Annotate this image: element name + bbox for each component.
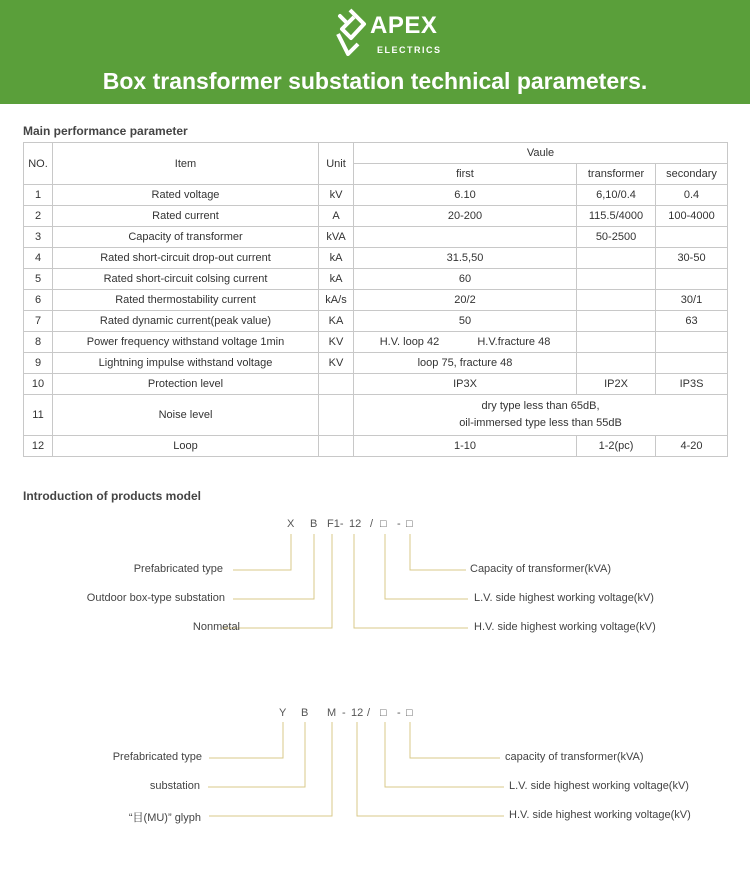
table-header-row — [24, 143, 728, 164]
cell-item: Rated current — [53, 206, 319, 227]
cell-unit: kA — [319, 269, 354, 290]
table-row — [24, 227, 728, 248]
model2-label-mu-glyph: “目(MU)” glyph — [128, 812, 201, 824]
performance-section-title: Main performance parameter — [23, 124, 188, 138]
model1-code-x: X — [287, 518, 295, 530]
model2-code-y: Y — [279, 707, 287, 719]
cell-no: 10 — [24, 374, 53, 395]
header-item: Item — [53, 143, 319, 185]
cell-first-loop: H.V. loop 42 — [379, 336, 440, 348]
cell-transformer — [577, 332, 656, 353]
model1-label-prefabricated: Prefabricated type — [133, 563, 223, 575]
cell-no: 9 — [24, 353, 53, 374]
cell-secondary: 0.4 — [656, 185, 728, 206]
cell-no: 1 — [24, 185, 53, 206]
model1-code-12: 12 — [349, 518, 362, 530]
cell-item: Rated voltage — [53, 185, 319, 206]
cell-item: Rated thermostability current — [53, 290, 319, 311]
header-first: first — [354, 164, 577, 185]
cell-first: 60 — [354, 269, 577, 290]
cell-no: 7 — [24, 311, 53, 332]
cell-item: Rated short-circuit drop-out current — [53, 248, 319, 269]
table-row — [24, 332, 728, 353]
apex-logo-icon — [334, 8, 368, 56]
model2-code-box2: □ — [406, 707, 413, 719]
cell-unit: kA/s — [319, 290, 354, 311]
cell-item: Protection level — [53, 374, 319, 395]
cell-secondary: 4-20 — [656, 436, 728, 457]
cell-transformer: 1-2(pc) — [577, 436, 656, 457]
model2-label-capacity: capacity of transformer(kVA) — [505, 751, 644, 763]
page-title: Box transformer substation technical parameters. — [102, 68, 648, 94]
cell-secondary: 30-50 — [656, 248, 728, 269]
cell-first: 50 — [354, 311, 577, 332]
model2-diagram — [0, 698, 750, 830]
cell-no: 3 — [24, 227, 53, 248]
cell-no: 2 — [24, 206, 53, 227]
cell-item: Rated dynamic current(peak value) — [53, 311, 319, 332]
cell-item: Loop — [53, 436, 319, 457]
table-row — [24, 395, 728, 436]
cell-transformer: 115.5/4000 — [577, 206, 656, 227]
header-banner — [0, 0, 750, 104]
cell-no: 8 — [24, 332, 53, 353]
performance-table — [23, 142, 728, 457]
cell-transformer — [577, 353, 656, 374]
cell-item: Capacity of transformer — [53, 227, 319, 248]
cell-secondary — [656, 332, 728, 353]
cell-item: Noise level — [53, 395, 319, 436]
cell-no: 11 — [24, 395, 53, 436]
cell-unit: KA — [319, 311, 354, 332]
cell-first: 1-10 — [354, 436, 577, 457]
brand-name: APEX — [370, 12, 438, 39]
cell-unit: A — [319, 206, 354, 227]
model2-label-prefabricated: Prefabricated type — [112, 751, 202, 763]
cell-first — [354, 332, 577, 353]
model1-diagram — [0, 510, 750, 640]
table-row — [24, 206, 728, 227]
model1-label-outdoor: Outdoor box-type substation — [86, 592, 225, 604]
model2-code-dash1: - — [342, 707, 346, 719]
model1-code-f1: F1- — [327, 518, 344, 530]
cell-no: 6 — [24, 290, 53, 311]
cell-first-fracture: H.V.fracture 48 — [477, 336, 551, 348]
model2-code-m: M — [327, 707, 337, 719]
brand-logo[interactable] — [334, 8, 444, 62]
cell-secondary: 63 — [656, 311, 728, 332]
cell-unit: kV — [319, 185, 354, 206]
noise-oil-type: oil-immersed type less than 55dB — [459, 417, 622, 429]
table-row — [24, 436, 728, 457]
cell-transformer: IP2X — [577, 374, 656, 395]
model2-label-hv: H.V. side highest working voltage(kV) — [509, 809, 691, 821]
model1-code-b: B — [310, 518, 318, 530]
model1-code-dash: - — [397, 518, 401, 530]
cell-first: 20-200 — [354, 206, 577, 227]
model1-code-slash: / — [370, 518, 374, 530]
cell-first: 6.10 — [354, 185, 577, 206]
table-row — [24, 353, 728, 374]
table-row — [24, 374, 728, 395]
model1-label-lv: L.V. side highest working voltage(kV) — [474, 592, 654, 604]
model2-code-dash2: - — [397, 707, 401, 719]
model2-label-lv: L.V. side highest working voltage(kV) — [509, 780, 689, 792]
table-row — [24, 269, 728, 290]
model1-code-box2: □ — [406, 518, 413, 530]
cell-secondary: 100-4000 — [656, 206, 728, 227]
cell-item: Power frequency withstand voltage 1min — [53, 332, 319, 353]
cell-transformer — [577, 248, 656, 269]
cell-first: 31.5,50 — [354, 248, 577, 269]
header-secondary: secondary — [656, 164, 728, 185]
cell-first — [354, 227, 577, 248]
cell-unit: kA — [319, 248, 354, 269]
cell-transformer: 50-2500 — [577, 227, 656, 248]
cell-secondary — [656, 269, 728, 290]
table-row — [24, 185, 728, 206]
models-section-title: Introduction of products model — [23, 489, 201, 503]
cell-first: loop 75, fracture 48 — [354, 353, 577, 374]
header-unit: Unit — [319, 143, 354, 185]
cell-first: IP3X — [354, 374, 577, 395]
model1-label-nonmetal: Nonmetal — [192, 621, 240, 633]
header-no: NO. — [24, 143, 53, 185]
header-vaule: Vaule — [354, 143, 728, 164]
cell-unit — [319, 374, 354, 395]
table-row — [24, 248, 728, 269]
cell-unit — [319, 395, 354, 436]
cell-unit: KV — [319, 353, 354, 374]
cell-transformer: 6,10/0.4 — [577, 185, 656, 206]
cell-item: Lightning impulse withstand voltage — [53, 353, 319, 374]
cell-secondary — [656, 353, 728, 374]
model2-label-substation: substation — [149, 780, 200, 792]
cell-transformer — [577, 290, 656, 311]
model1-code-box1: □ — [380, 518, 387, 530]
cell-transformer — [577, 311, 656, 332]
cell-merged-noise — [354, 395, 728, 436]
model2-code-12: 12 — [351, 707, 364, 719]
header-transformer: transformer — [577, 164, 656, 185]
cell-secondary: IP3S — [656, 374, 728, 395]
cell-transformer — [577, 269, 656, 290]
cell-unit — [319, 436, 354, 457]
noise-dry-type: dry type less than 65dB, — [481, 400, 600, 412]
table-row — [24, 311, 728, 332]
brand-subtitle: ELECTRICS — [377, 45, 442, 55]
model2-code-b: B — [301, 707, 309, 719]
cell-secondary: 30/1 — [656, 290, 728, 311]
cell-item: Rated short-circuit colsing current — [53, 269, 319, 290]
cell-no: 12 — [24, 436, 53, 457]
cell-unit: kVA — [319, 227, 354, 248]
cell-secondary — [656, 227, 728, 248]
model1-label-capacity: Capacity of transformer(kVA) — [470, 563, 612, 575]
model2-code-slash: / — [367, 707, 371, 719]
cell-first: 20/2 — [354, 290, 577, 311]
cell-no: 5 — [24, 269, 53, 290]
cell-unit: KV — [319, 332, 354, 353]
cell-no: 4 — [24, 248, 53, 269]
model2-code-box1: □ — [380, 707, 387, 719]
model1-label-hv: H.V. side highest working voltage(kV) — [474, 621, 656, 633]
table-row — [24, 290, 728, 311]
